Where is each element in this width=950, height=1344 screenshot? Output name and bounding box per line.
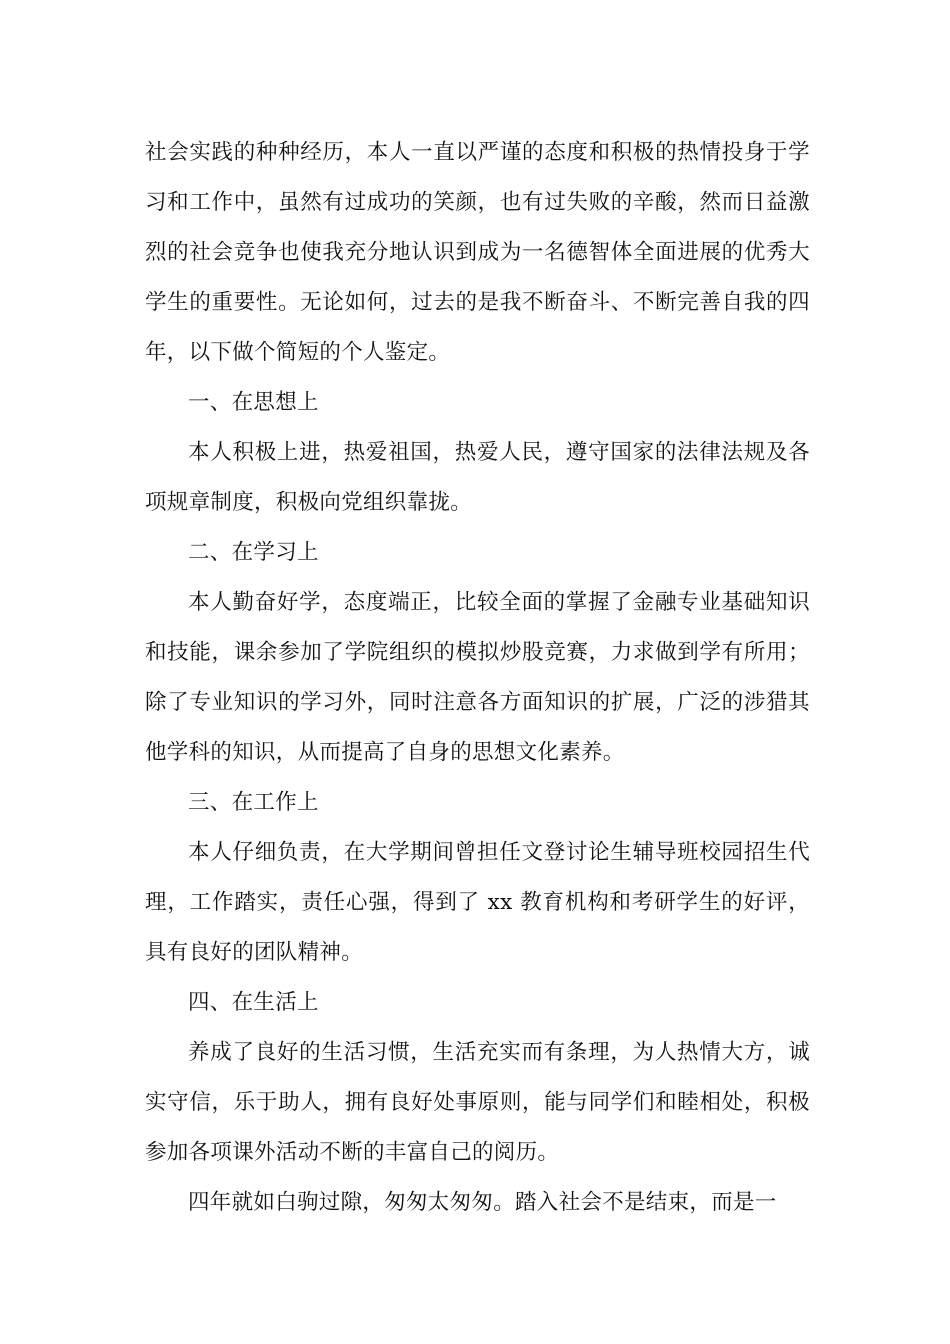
paragraph-work: 本人仔细负责，在大学期间曾担任文登讨论生辅导班校园招生代理，工作踏实，责任心强，得到了 xx 教育机构和考研学生的好评，具有良好的团队精神。 bbox=[145, 840, 810, 965]
section-heading-work: 三、在工作上 bbox=[188, 790, 319, 815]
paragraph-intro-continuation: 社会实践的种种经历，本人一直以严谨的态度和积极的热情投身于学习和工作中，虽然有过成功的笑颜，也有过失败的辛酸，然而日益激烈的社会竞争也使我充分地认识到成为一名德智体全面进展的优秀大学生的重要性。无论如何，过去的是我不断奋斗、不断完善自我的四年，以下做个简短的个人鉴定。 bbox=[145, 140, 810, 365]
paragraph-study: 本人勤奋好学，态度端正，比较全面的掌握了金融专业基础知识和技能，课余参加了学院组织的模拟炒股竞赛，力求做到学有所用；除了专业知识的学习外，同时注意各方面知识的扩展，广泛的涉猎其他学科的知识，从而提高了自身的思想文化素养。 bbox=[145, 590, 810, 765]
paragraph-life: 养成了良好的生活习惯，生活充实而有条理，为人热情大方，诚实守信，乐于助人，拥有良好处事原则，能与同学们和睦相处，积极参加各项课外活动不断的丰富自己的阅历。 bbox=[145, 1040, 810, 1165]
paragraph-closing: 四年就如白驹过隙，匆匆太匆匆。踏入社会不是结束，而是一 bbox=[188, 1190, 777, 1215]
section-heading-thought: 一、在思想上 bbox=[188, 390, 319, 415]
section-heading-study: 二、在学习上 bbox=[188, 540, 319, 565]
paragraph-thought: 本人积极上进，热爱祖国，热爱人民，遵守国家的法律法规及各项规章制度，积极向党组织靠拢。 bbox=[145, 440, 810, 515]
section-heading-life: 四、在生活上 bbox=[188, 990, 319, 1015]
document-body bbox=[145, 128, 810, 1228]
